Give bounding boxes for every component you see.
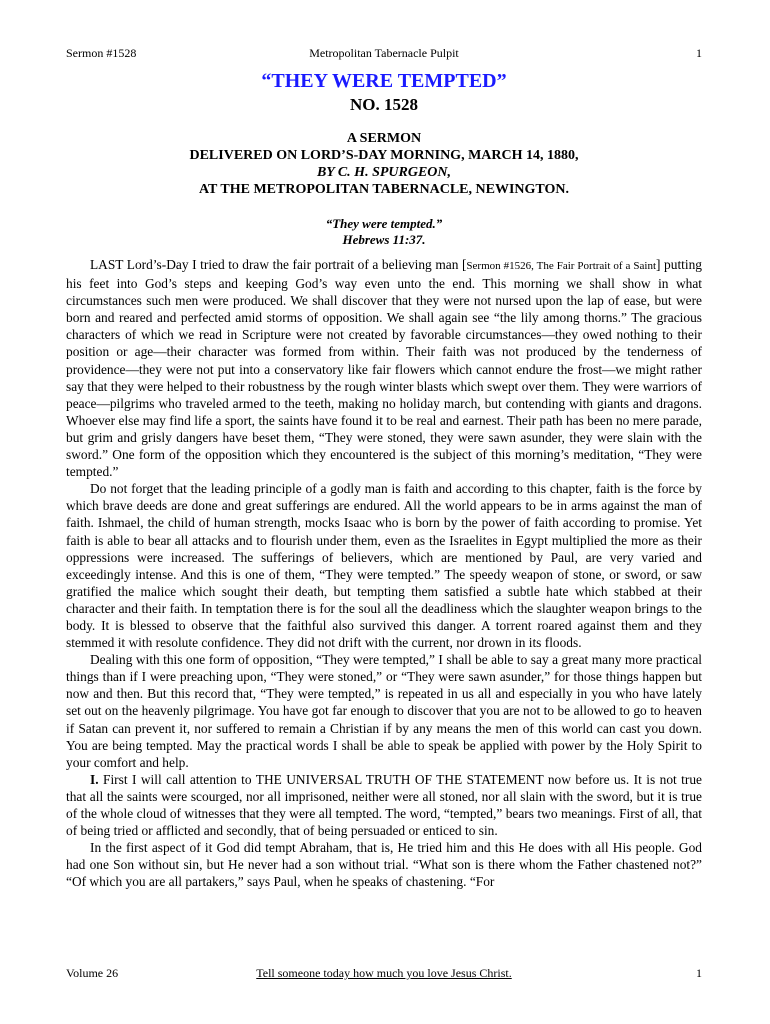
paragraph-2: Do not forget that the leading principle of a godly man is faith and according to this chapter, faith is the force by which brave deeds are done and great sufferings are endured. All the world appears to be in arms against the man of faith. Ishmael, the child of human strength, mocks Isaac who is born by the power of faith according to promise. Yet faith is able to bear all attacks and to flourish under them, even as the Israelites in Egypt multiplied the more as their oppressions were increased. The sufferings of believers, which are mentioned by Paul, are very varied and exceedingly intense. And this is one of them, “They were tempted.” The speedy weapon of stone, or sword, or saw gratified the malice which sought their death, but tempting them satisfied a subtle hate which stabbed at their character and their faith. In temptation there is for the soul all the deadliness which the slaughter weapon brings to the body. It is blessed to observe that the faithful also survived this danger. A torrent roared against them and they stemmed it with resolute confidence. They did not drift with the current, nor drown in its floods.: [66, 481, 702, 651]
footer-volume: Volume 26: [66, 966, 119, 980]
paragraph-4: [66, 771, 702, 839]
subtitle-line-2: DELIVERED ON LORD’S-DAY MORNING, MARCH 14, 1880,: [189, 148, 579, 163]
paragraph-1-text-start: LAST Lord’s-Day I tried to draw the fair portrait of a believing man [: [90, 257, 467, 272]
paragraph-3: Dealing with this one form of opposition, “They were tempted,” I shall be able to say a great many more practical things than if I were preaching upon, “They were stoned,” or “They were sawn asunder,” for those things happen but now and then. But this record that, “They were tempted,” is repeated in us all and especially in you who have lately set out on the heavenly pilgrimage. You have got far enough to discover that you are not to be allowed to go to heaven if Satan can prevent it, nor suffered to remain a Christian if by any means the men of this world can cast you down. You are being tempted. May the practical words I shall be able to speak be applied with power by the Holy Spirit to your comfort and help.: [66, 652, 702, 770]
running-header: [66, 46, 702, 64]
cross-reference: Sermon #1526, The Fair Portrait of a Saint: [466, 260, 657, 272]
footer-page-number: 1: [696, 966, 702, 980]
subtitle-author: BY C. H. SPURGEON,: [316, 165, 452, 180]
running-footer: [66, 966, 702, 984]
scripture-quote: “They were tempted.”: [325, 216, 443, 231]
header-sermon-number: Sermon #1528: [66, 46, 137, 60]
paragraph-1: [66, 256, 702, 480]
paragraph-5: In the first aspect of it God did tempt Abraham, that is, He tried him and this He does with all His people. God had one Son without sin, but He never had a son without trial. “What son is there whom the Father chastened not?” “Of which you are all partakers,” says Paul, when he speaks of chastening. “For: [66, 840, 702, 890]
title-block: [66, 68, 702, 248]
scripture-reference: Hebrews 11:37.: [342, 232, 426, 247]
subtitle-location: AT THE METROPOLITAN TABERNACLE, NEWINGTON.: [198, 182, 570, 197]
paragraph-4-text: First I will call attention to THE UNIVERSAL TRUTH OF THE STATEMENT now before us. It is not true that all the saints were scourged, nor all imprisoned, neither were all stoned, nor all slain with the sword, but it is true of the whole cloud of witnesses that they were all tempted. The word, “tempted,” bears two meanings. First of all, that of being tried or afflicted and secondly, that of being persuaded or enticed to sin.: [66, 771, 702, 839]
sermon-body: [66, 256, 702, 890]
sermon-title: “THEY WERE TEMPTED”: [261, 70, 507, 92]
footer-message-link[interactable]: Tell someone today how much you love Jesus Christ.: [256, 966, 512, 980]
header-publication: Metropolitan Tabernacle Pulpit: [309, 46, 459, 60]
sermon-number: NO. 1528: [350, 95, 418, 114]
subtitle-line-1: A SERMON: [346, 131, 422, 146]
scripture-block: [66, 216, 702, 248]
paragraph-1-text-end: ] putting his feet into God’s steps and keeping God’s way even unto the end. This morning we shall show in what circumstances such men were produced. We shall discover that they were not nursed upon the lap of ease, but were born and reared and perfected amid storms of opposition. We shall again see “the lily among thorns.” The gracious characters of which we read in Scripture were not created by favorable circumstances—they owed nothing to their position or age—their character was formed from within. Their faith was not produced by the tenderness of providence—they were not put into a conservatory like fair flowers which cannot endure the frost—we might rather say that they were helped to their robustness by the rough winter blasts which swept over them. They were warriors of peace—pilgrims who traveled armed to the teeth, making no holiday march, but contending with giants and dragons. Whoever else may find life a sport, the saints have found it to be real and earnest. Their path has been no mere parade, but grim and grisly dangers have beset them, “They were stoned, they were sawn asunder, they were slain with the sword.” One form of the opposition which they encountered is the subject of this morning’s meditation, “They were tempted.”: [66, 257, 702, 480]
header-page-number: 1: [696, 46, 702, 60]
footer-message-wrap: [66, 966, 702, 981]
section-numeral: I.: [90, 771, 99, 787]
